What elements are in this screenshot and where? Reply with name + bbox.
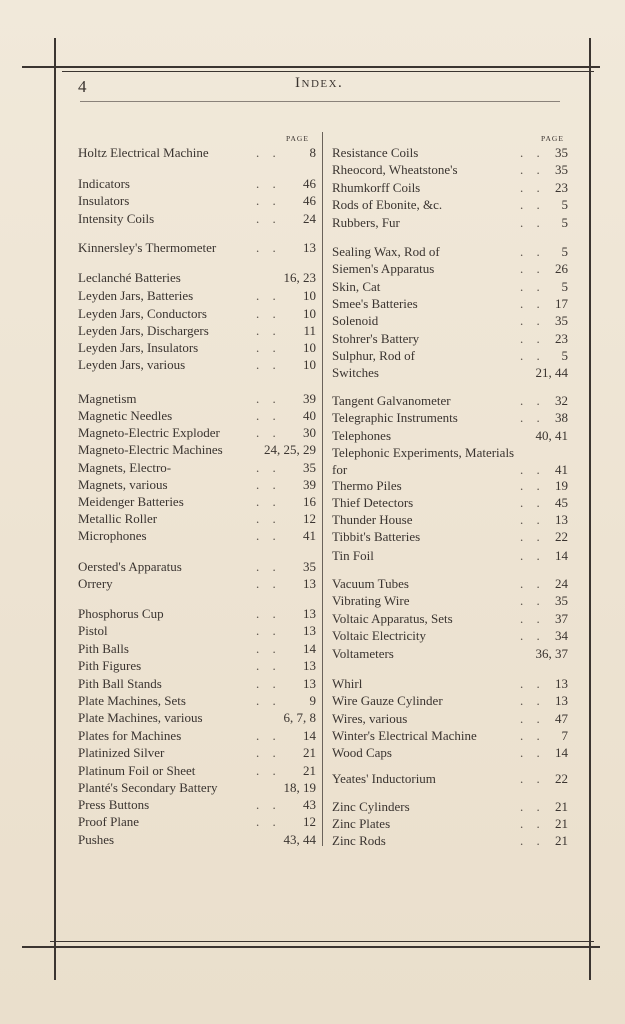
leader-dots: . .: [520, 393, 545, 408]
leader-dots: . .: [256, 494, 281, 509]
index-page-ref: 24: [303, 211, 316, 226]
index-page-ref: 23: [555, 331, 568, 346]
index-entry: [332, 462, 568, 478]
index-page-ref: 21: [303, 763, 316, 778]
index-entry: [332, 611, 568, 627]
index-page-ref: 5: [561, 279, 568, 294]
index-term: Yeates' Inductorium: [332, 771, 436, 786]
index-term: Switches: [332, 365, 379, 380]
index-page-ref: 14: [303, 641, 316, 656]
leader-dots: . .: [256, 145, 281, 160]
leader-dots: . .: [256, 728, 281, 743]
leader-dots: . .: [520, 593, 545, 608]
index-entry: [78, 288, 316, 304]
leader-dots: . .: [256, 693, 281, 708]
index-entry: [332, 693, 568, 709]
index-page-ref: 23: [555, 180, 568, 195]
index-page-ref: 14: [555, 745, 568, 760]
leader-dots: . .: [520, 548, 545, 563]
index-entry: [78, 494, 316, 510]
index-term: Wire Gauze Cylinder: [332, 693, 443, 708]
index-entry: [332, 197, 568, 213]
leader-dots: . .: [520, 410, 545, 425]
index-page-ref: 40, 41: [535, 428, 568, 443]
bottom-inner-rule: [50, 941, 594, 942]
leader-dots: . .: [520, 628, 545, 643]
leader-dots: . .: [256, 623, 281, 638]
leader-dots: . .: [520, 576, 545, 591]
index-page-ref: 34: [555, 628, 568, 643]
leader-dots: . .: [256, 176, 281, 191]
index-entry: [78, 693, 316, 709]
index-term: Plate Machines, Sets: [78, 693, 186, 708]
index-term: Meidenger Batteries: [78, 494, 184, 509]
index-term: Siemen's Apparatus: [332, 261, 435, 276]
index-page-ref: 39: [303, 477, 316, 492]
index-entry: [332, 365, 568, 381]
index-page-ref: 11: [303, 323, 316, 338]
index-term: Voltameters: [332, 646, 394, 661]
index-term: Thunder House: [332, 512, 413, 527]
index-page-ref: 12: [303, 511, 316, 526]
index-term: Wires, various: [332, 711, 408, 726]
leader-dots: . .: [520, 529, 545, 544]
index-entry: [332, 728, 568, 744]
index-page-ref: 24: [555, 576, 568, 591]
leader-dots: . .: [256, 211, 281, 226]
index-page-ref: 21: [555, 816, 568, 831]
leader-dots: . .: [256, 528, 281, 543]
index-term: Leyden Jars, Conductors: [78, 306, 207, 321]
index-term: Magneto-Electric Exploder: [78, 425, 220, 440]
index-page-ref: 12: [303, 814, 316, 829]
leader-dots: . .: [256, 559, 281, 574]
index-term: Rheocord, Wheatstone's: [332, 162, 458, 177]
index-page-ref: 35: [555, 593, 568, 608]
index-entry: [78, 728, 316, 744]
index-page-ref: 37: [555, 611, 568, 626]
index-entry: [78, 528, 316, 544]
index-term: Vacuum Tubes: [332, 576, 409, 591]
leader-dots: . .: [520, 711, 545, 726]
index-entry: [78, 797, 316, 813]
leader-dots: . .: [520, 728, 545, 743]
index-entry: [332, 393, 568, 409]
index-page-ref: 22: [555, 771, 568, 786]
leader-dots: . .: [520, 745, 545, 760]
index-term: Magnets, various: [78, 477, 168, 492]
index-page-ref: 5: [561, 215, 568, 230]
index-page-ref: 35: [303, 460, 316, 475]
index-term: Metallic Roller: [78, 511, 158, 526]
page-number: 4: [78, 77, 87, 96]
index-entry: [78, 391, 316, 407]
index-term: Voltaic Electricity: [332, 628, 426, 643]
index-page-ref: 18, 19: [283, 780, 316, 795]
leader-dots: . .: [256, 814, 281, 829]
index-entry: [332, 428, 568, 444]
index-term: Magneto-Electric Machines: [78, 442, 223, 457]
index-page-ref: 8: [309, 145, 316, 160]
index-entry: [78, 270, 316, 286]
leader-dots: . .: [520, 313, 545, 328]
index-entry: [78, 176, 316, 192]
index-term: Tibbit's Batteries: [332, 529, 421, 544]
index-term: Whirl: [332, 676, 363, 691]
index-entry: [332, 445, 568, 461]
index-entry: [78, 780, 316, 796]
index-page-ref: 43, 44: [283, 832, 316, 847]
index-page-ref: 41: [555, 462, 568, 477]
index-page-ref: 19: [555, 478, 568, 493]
leader-dots: . .: [256, 658, 281, 673]
index-entry: [332, 180, 568, 196]
index-term: Planté's Secondary Battery: [78, 780, 218, 795]
index-entry: [332, 512, 568, 528]
index-term: Pistol: [78, 623, 108, 638]
index-term: Zinc Plates: [332, 816, 391, 831]
index-page-ref: 36, 37: [535, 646, 568, 661]
index-term: Orrery: [78, 576, 113, 591]
index-term: Proof Plane: [78, 814, 140, 829]
index-entry: [332, 478, 568, 494]
index-term: Insulators: [78, 193, 130, 208]
leader-dots: . .: [520, 676, 545, 691]
index-entry: [332, 145, 568, 161]
index-page-ref: 13: [303, 240, 316, 255]
leader-dots: . .: [520, 771, 545, 786]
index-term: Leyden Jars, various: [78, 357, 186, 372]
index-page-ref: 14: [555, 548, 568, 563]
index-term: Pith Figures: [78, 658, 142, 673]
index-page-ref: 10: [303, 306, 316, 321]
leader-dots: . .: [256, 193, 281, 208]
index-entry: [78, 442, 316, 458]
leader-dots: . .: [520, 693, 545, 708]
left-page-column-label: PAGE: [286, 134, 309, 143]
index-entry: [78, 193, 316, 209]
index-page-ref: 14: [303, 728, 316, 743]
index-entry: [78, 511, 316, 527]
index-page-ref: 16: [303, 494, 316, 509]
index-page-ref: 22: [555, 529, 568, 544]
leader-dots: . .: [520, 611, 545, 626]
index-entry: [332, 279, 568, 295]
index-entry: [332, 799, 568, 815]
index-page-ref: 10: [303, 288, 316, 303]
leader-dots: . .: [520, 799, 545, 814]
index-term: Leyden Jars, Dischargers: [78, 323, 209, 338]
index-entry: [78, 477, 316, 493]
index-entry: [78, 408, 316, 424]
index-page-ref: 21: [555, 833, 568, 848]
index-entry: [78, 306, 316, 322]
index-page-ref: 43: [303, 797, 316, 812]
index-page-ref: 13: [555, 693, 568, 708]
leader-dots: . .: [256, 745, 281, 760]
index-entry: [78, 710, 316, 726]
index-term: Oersted's Apparatus: [78, 559, 182, 574]
index-entry: [332, 745, 568, 761]
index-term: for: [332, 462, 348, 477]
index-entry: [332, 529, 568, 545]
index-term: Wood Caps: [332, 745, 392, 760]
index-page-ref: 13: [303, 576, 316, 591]
index-page-ref: 5: [561, 348, 568, 363]
index-entry: [78, 323, 316, 339]
index-entry: [78, 559, 316, 575]
index-term: Telegraphic Instruments: [332, 410, 458, 425]
index-page-ref: 39: [303, 391, 316, 406]
leader-dots: . .: [256, 357, 281, 372]
leader-dots: . .: [256, 391, 281, 406]
index-term: Holtz Electrical Machine: [78, 145, 209, 160]
index-page-ref: 13: [303, 658, 316, 673]
index-page-ref: 9: [309, 693, 316, 708]
header-underline: [80, 101, 560, 102]
leader-dots: . .: [520, 162, 545, 177]
index-page-ref: 13: [303, 676, 316, 691]
leader-dots: . .: [256, 408, 281, 423]
index-entry: [78, 145, 316, 161]
index-page-ref: 13: [303, 606, 316, 621]
index-term: Magnetic Needles: [78, 408, 173, 423]
index-term: Leclanché Batteries: [78, 270, 181, 285]
leader-dots: . .: [256, 477, 281, 492]
index-entry: [332, 833, 568, 849]
index-entry: [78, 606, 316, 622]
index-page-ref: 6, 7, 8: [283, 710, 316, 725]
leader-dots: . .: [520, 833, 545, 848]
leader-dots: . .: [520, 462, 545, 477]
top-rule: [22, 66, 600, 68]
index-entry: [78, 211, 316, 227]
column-divider: [322, 132, 323, 846]
index-page-ref: 35: [303, 559, 316, 574]
index-page-ref: 13: [303, 623, 316, 638]
index-term: Plates for Machines: [78, 728, 182, 743]
right-rule: [589, 38, 591, 980]
index-entry: [332, 771, 568, 787]
index-page-ref: 16, 23: [283, 270, 316, 285]
index-entry: [78, 240, 316, 256]
leader-dots: . .: [256, 340, 281, 355]
leader-dots: . .: [256, 606, 281, 621]
index-entry: [332, 261, 568, 277]
right-page-column-label: PAGE: [541, 134, 564, 143]
index-entry: [78, 425, 316, 441]
index-term: Zinc Cylinders: [332, 799, 410, 814]
index-entry: [332, 495, 568, 511]
index-page-ref: 47: [555, 711, 568, 726]
top-inner-rule: [62, 71, 594, 72]
index-term: Microphones: [78, 528, 147, 543]
index-term: Tangent Galvanometer: [332, 393, 451, 408]
index-term: Kinnersley's Thermometer: [78, 240, 217, 255]
index-page-ref: 30: [303, 425, 316, 440]
index-page-ref: 21: [555, 799, 568, 814]
index-entry: [78, 623, 316, 639]
index-term: Stohrer's Battery: [332, 331, 420, 346]
index-page-ref: 13: [555, 676, 568, 691]
index-term: Winter's Electrical Machine: [332, 728, 477, 743]
leader-dots: . .: [520, 180, 545, 195]
leader-dots: . .: [256, 460, 281, 475]
index-entry: [78, 763, 316, 779]
leader-dots: . .: [520, 244, 545, 259]
leader-dots: . .: [520, 145, 545, 160]
leader-dots: . .: [520, 348, 545, 363]
leader-dots: . .: [520, 512, 545, 527]
index-entry: [332, 162, 568, 178]
index-entry: [332, 576, 568, 592]
page-title: Index.: [295, 75, 344, 91]
leader-dots: . .: [256, 511, 281, 526]
index-page-ref: 17: [555, 296, 568, 311]
index-page-ref: 45: [555, 495, 568, 510]
leader-dots: . .: [520, 331, 545, 346]
index-term: Pith Ball Stands: [78, 676, 162, 691]
index-entry: [78, 832, 316, 848]
index-page-ref: 32: [555, 393, 568, 408]
index-page-ref: 10: [303, 357, 316, 372]
index-page-ref: 35: [555, 145, 568, 160]
index-entry: [78, 745, 316, 761]
index-term: Telephones: [332, 428, 392, 443]
leader-dots: . .: [256, 425, 281, 440]
index-page-ref: 46: [303, 193, 316, 208]
leader-dots: . .: [256, 576, 281, 591]
index-term: Platinum Foil or Sheet: [78, 763, 196, 778]
index-entry: [332, 646, 568, 662]
index-term: Smee's Batteries: [332, 296, 418, 311]
index-entry: [332, 676, 568, 692]
index-entry: [78, 357, 316, 373]
index-term: Leyden Jars, Batteries: [78, 288, 194, 303]
index-entry: [332, 296, 568, 312]
index-term: Voltaic Apparatus, Sets: [332, 611, 453, 626]
index-page-ref: 5: [561, 197, 568, 212]
index-entry: [332, 711, 568, 727]
index-term: Telephonic Experiments, Materials: [332, 445, 515, 460]
index-entry: [332, 331, 568, 347]
index-term: Resistance Coils: [332, 145, 419, 160]
index-entry: [78, 576, 316, 592]
index-page-ref: 40: [303, 408, 316, 423]
index-entry: [78, 676, 316, 692]
index-term: Solenoid: [332, 313, 379, 328]
index-term: Pith Balls: [78, 641, 129, 656]
index-entry: [332, 313, 568, 329]
index-entry: [78, 814, 316, 830]
index-entry: [332, 548, 568, 564]
leader-dots: . .: [256, 288, 281, 303]
leader-dots: . .: [256, 323, 281, 338]
leader-dots: . .: [520, 816, 545, 831]
index-term: Vibrating Wire: [332, 593, 410, 608]
index-term: Tin Foil: [332, 548, 374, 563]
index-term: Magnetism: [78, 391, 137, 406]
leader-dots: . .: [520, 279, 545, 294]
index-entry: [332, 244, 568, 260]
index-term: Rods of Ebonite, &c.: [332, 197, 443, 212]
bottom-rule: [22, 946, 600, 948]
leader-dots: . .: [520, 478, 545, 493]
leader-dots: . .: [520, 215, 545, 230]
index-page-ref: 35: [555, 162, 568, 177]
index-entry: [332, 628, 568, 644]
leader-dots: . .: [520, 197, 545, 212]
leader-dots: . .: [520, 296, 545, 311]
index-term: Intensity Coils: [78, 211, 155, 226]
index-entry: [78, 641, 316, 657]
index-entry: [332, 215, 568, 231]
index-term: Skin, Cat: [332, 279, 381, 294]
index-page-ref: 5: [561, 244, 568, 259]
leader-dots: . .: [256, 676, 281, 691]
index-entry: [332, 816, 568, 832]
index-page-ref: 21, 44: [535, 365, 568, 380]
index-term: Press Buttons: [78, 797, 150, 812]
index-entry: [78, 340, 316, 356]
index-entry: [332, 593, 568, 609]
leader-dots: . .: [256, 641, 281, 656]
index-term: Rhumkorff Coils: [332, 180, 421, 195]
index-page-ref: 24, 25, 29: [264, 442, 316, 457]
index-entry: [78, 460, 316, 476]
index-term: Sulphur, Rod of: [332, 348, 415, 363]
index-page-ref: 35: [555, 313, 568, 328]
index-page-ref: 10: [303, 340, 316, 355]
index-page-ref: 21: [303, 745, 316, 760]
index-term: Thermo Piles: [332, 478, 402, 493]
leader-dots: . .: [256, 797, 281, 812]
index-term: Phosphorus Cup: [78, 606, 164, 621]
index-entry: [78, 658, 316, 674]
index-page-ref: 26: [555, 261, 568, 276]
left-rule: [54, 38, 56, 980]
leader-dots: . .: [256, 306, 281, 321]
leader-dots: . .: [256, 240, 281, 255]
index-page-ref: 7: [561, 728, 568, 743]
index-term: Indicators: [78, 176, 130, 191]
index-term: Thief Detectors: [332, 495, 414, 510]
index-term: Zinc Rods: [332, 833, 386, 848]
index-entry: [332, 410, 568, 426]
index-term: Pushes: [78, 832, 115, 847]
leader-dots: . .: [256, 763, 281, 778]
index-page-ref: 13: [555, 512, 568, 527]
index-entry: [332, 348, 568, 364]
index-term: Plate Machines, various: [78, 710, 203, 725]
leader-dots: . .: [520, 261, 545, 276]
index-term: Platinized Silver: [78, 745, 165, 760]
index-term: Leyden Jars, Insulators: [78, 340, 199, 355]
index-page-ref: 41: [303, 528, 316, 543]
index-page-ref: 38: [555, 410, 568, 425]
index-term: Rubbers, Fur: [332, 215, 400, 230]
index-term: Sealing Wax, Rod of: [332, 244, 440, 259]
index-page-ref: 46: [303, 176, 316, 191]
leader-dots: . .: [520, 495, 545, 510]
index-term: Magnets, Electro-: [78, 460, 172, 475]
